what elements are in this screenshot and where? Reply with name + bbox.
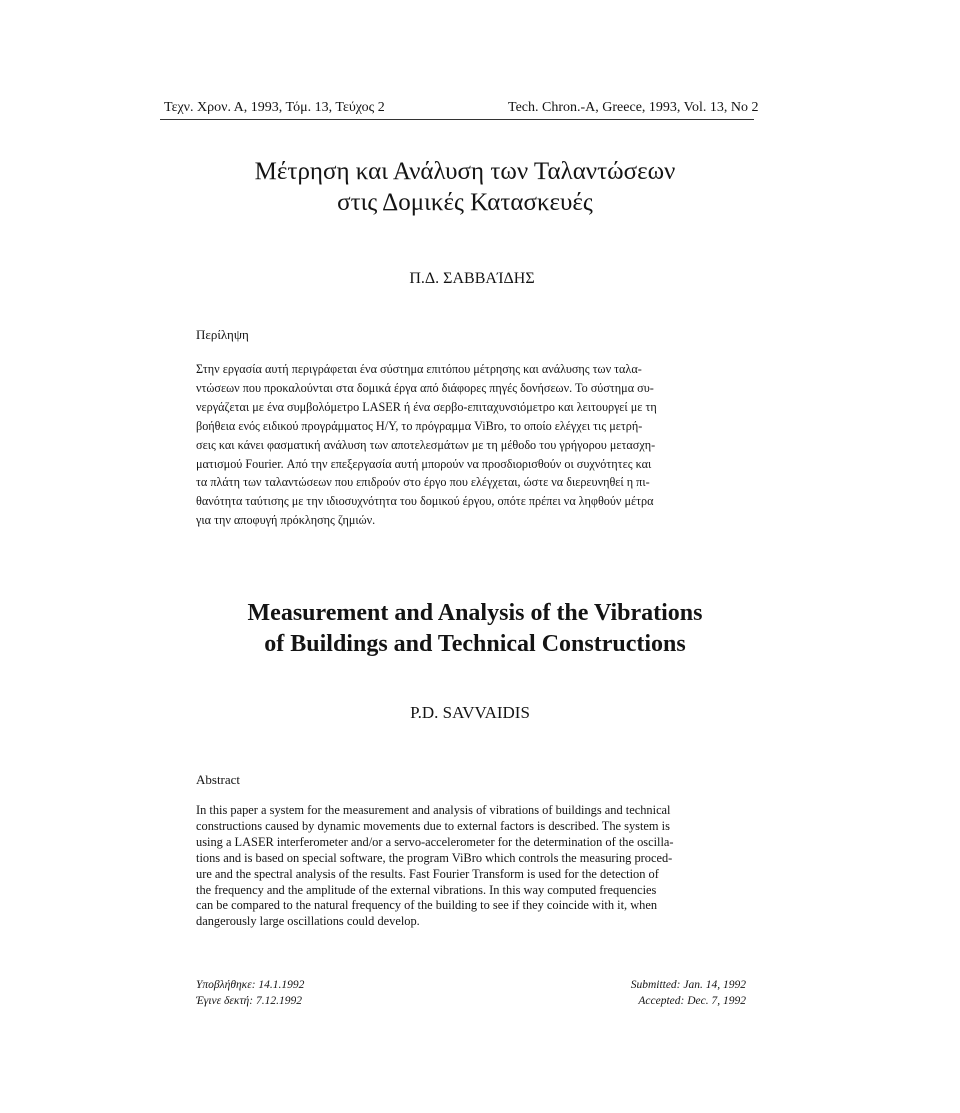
greek-title-line: στις Δομικές Κατασκευές	[337, 189, 593, 216]
greek-title	[150, 156, 780, 218]
greek-abstract-heading: Περίληψη	[196, 327, 249, 342]
english-abstract-line: the frequency and the amplitude of the external vibrations. In this way computed frequencies	[196, 882, 657, 897]
greek-dates	[196, 977, 304, 1009]
greek-abstract-line: θανότητα ταύτισης με την ιδιοσυχνότητα του δομικού έργου, οπότε πρέπει να ληφθούν μέτρα	[196, 494, 654, 509]
greek-abstract-line: σεις και κάνει φασματική ανάλυση των αποτελεσμάτων με τη μέθοδο του γρήγορου μετασχη-	[196, 437, 656, 452]
english-title	[160, 598, 790, 660]
english-abstract	[196, 803, 737, 930]
english-author: P.D. SAVVAIDIS	[410, 703, 530, 722]
english-abstract-line: In this paper a system for the measurement and analysis of vibrations of buildings and technical	[196, 803, 671, 817]
english-abstract-heading: Abstract	[196, 772, 241, 787]
english-title-line: of Buildings and Technical Constructions	[264, 631, 686, 657]
greek-abstract-line: για την αποφυγή πρόκλησης ζημιών.	[196, 513, 376, 528]
greek-abstract-line: ντώσεων που προκαλούνται στα δομικά έργα από διάφορες πηγές δονήσεων. Το σύστημα συ-	[196, 380, 654, 395]
english-abstract-line: tions and is based on special software, the program ViBro which controls the measuring proced-	[196, 850, 673, 865]
header-divider	[160, 119, 754, 120]
greek-accepted-date: Έγινε δεκτή: 7.12.1992	[196, 995, 302, 1007]
english-abstract-line: ure and the spectral analysis of the results. Fast Fourier Transform is used for the detection of	[196, 866, 659, 881]
greek-abstract-line: Στην εργασία αυτή περιγράφεται ένα σύστημα επιτόπου μέτρησης και ανάλυσης των ταλα-	[196, 362, 642, 376]
greek-abstract-line: βοήθεια ενός ειδικού προγράμματος Η/Υ, το πρόγραμμα ViBro, το οποίο ελέγχει τις μετρή-	[196, 418, 643, 433]
greek-abstract-line: νεργάζεται με ένα συμβολόμετρο LASER ή ένα σερβο-επιταχυνσιόμετρο και λειτουργεί με τη	[196, 399, 657, 414]
english-abstract-line: using a LASER interferometer and/or a servo-accelerometer for the determination of the oscilla-	[196, 834, 674, 849]
greek-submitted-date: Υποβλήθηκε: 14.1.1992	[196, 979, 305, 991]
greek-abstract-line: ματισμού Fourier. Από την επεξεργασία αυτή μπορούν να προσδιορισθούν οι συχνότητες και	[196, 456, 652, 471]
english-abstract-line: can be compared to the natural frequency of the building to see if they coincide with it, when	[196, 898, 658, 913]
english-dates	[560, 977, 746, 1009]
english-abstract-line: dangerously large oscillations could develop.	[196, 914, 420, 929]
english-title-line: Measurement and Analysis of the Vibrations	[247, 600, 703, 626]
english-submitted-date: Submitted: Jan. 14, 1992	[630, 979, 746, 991]
journal-header-greek: Τεχν. Χρον. Α, 1993, Τόμ. 13, Τεύχος 2	[164, 100, 385, 115]
greek-author: Π.Δ. ΣΑΒΒΑΊΔΗΣ	[409, 270, 535, 287]
greek-abstract	[196, 360, 741, 530]
greek-title-line: Μέτρηση και Ανάλυση των Ταλαντώσεων	[254, 158, 676, 185]
greek-abstract-line: τα πλάτη των ταλαντώσεων που επιδρούν στο έργο που ελέγχεται, ώστε να διερευνηθεί η πι-	[196, 475, 650, 490]
journal-header-english: Tech. Chron.-A, Greece, 1993, Vol. 13, No 2	[508, 100, 759, 115]
english-abstract-line: constructions caused by dynamic movements due to external factors is described. The system is	[196, 818, 670, 833]
english-accepted-date: Accepted: Dec. 7, 1992	[638, 995, 746, 1007]
